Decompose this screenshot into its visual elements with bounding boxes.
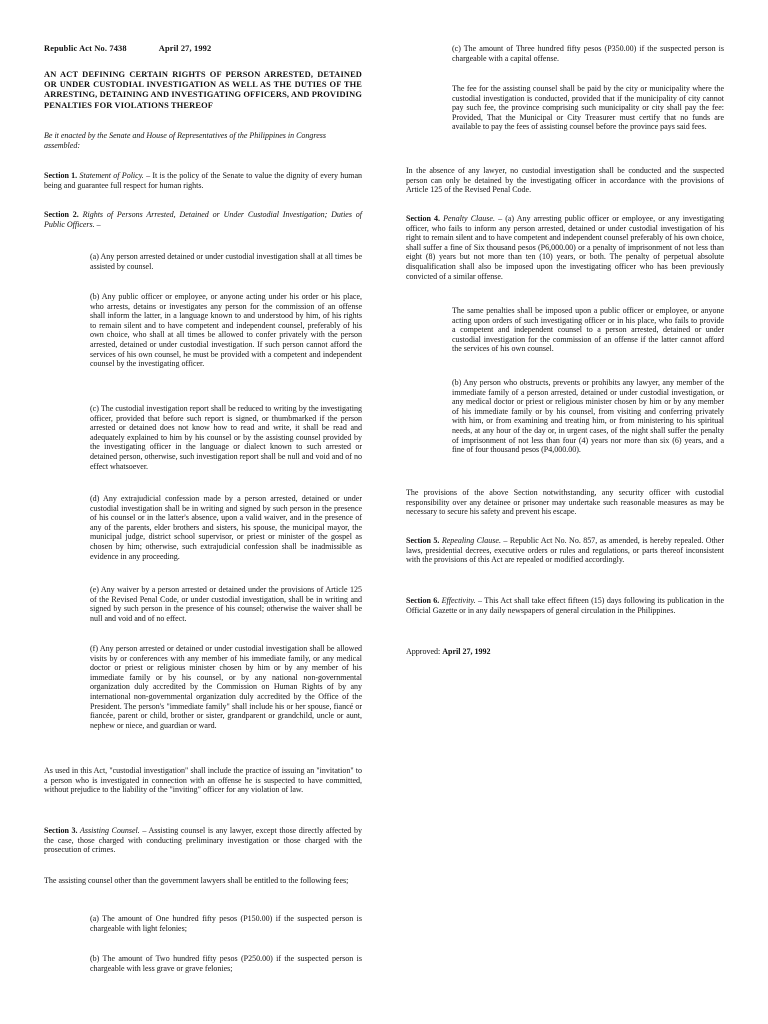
approval-line: [406, 647, 724, 657]
section-3-fees-intro: The assisting counsel other than the government lawyers shall be entitled to the following fees;: [44, 876, 349, 885]
section-2-item-b: (b) Any public officer or employee, or anyone acting under his order or his place, who arrests, detains or investigates any person for the commission of an offense shall inform the latter, in a language known to and understood by him, of his rights to remain silent and to have competent and independent counsel, preferably of his own choice, who shall at all times be allowed to confer privately with the person arrested, detained or under custodial investigation. If such person cannot afford the services of his own counsel, he must be provided with a competent and independent counsel by the investigating officer.: [90, 292, 362, 369]
section-1-text: – It is the policy of the Senate to value the dignity of every human being and guarantee full respect for human rights.: [44, 171, 363, 190]
section-5-label: Section 5.: [406, 536, 440, 545]
section-2-item-a: (a) Any person arrested detained or under custodial investigation shall at all times be assisted by counsel.: [90, 252, 362, 271]
section-4-item-a: – (a) Any arresting public officer or employee, or any investigating officer, who fails to inform any person arrested, detained or under custodial investigation of his right to remain silent and to have competent and independent counsel preferably of his own choice, shall suffer a fine of Six thousand pesos (P6,000.00) or a penalty of imprisonment of not less than eight (8) years but not more than ten (10) years, or both. The penalty of perpetual absolute disqualification shall also be imposed upon the investigating officer who has been previously convicted of a similar offense.: [406, 214, 725, 281]
section-2-heading-block: [44, 210, 362, 229]
section-1: [44, 171, 362, 190]
section-3-fee-b: (b) The amount of Two hundred fifty pesos (P250.00) if the suspected person is chargeable with less grave or grave felonies;: [90, 954, 362, 973]
section-3-payment: The fee for the assisting counsel shall be paid by the city or municipality where the custodial investigation is conducted, provided that if the municipality of city cannot pay such fee, the province comprising such municipality or city shall pay the fee: Provided, That the Municipal or City Treasurer must certify that no funds are available to pay the fees of assisting counsel before the province pays said fees.: [452, 84, 724, 132]
act-date: April 27, 1992: [158, 44, 212, 53]
section-6-heading: Effectivity.: [441, 596, 476, 605]
section-6-text: – This Act shall take effect fifteen (15) days following its publication in the Official Gazette or in any daily newspapers of general circulation in the Philippines.: [406, 596, 725, 615]
section-3-fee-a: (a) The amount of One hundred fifty pesos (P150.00) if the suspected person is chargeable with light felonies;: [90, 914, 362, 933]
section-3: [44, 826, 362, 855]
approval-prefix: Approved:: [406, 647, 443, 656]
section-4: [406, 214, 724, 281]
section-6-label: Section 6.: [406, 596, 440, 605]
section-2-closing: As used in this Act, "custodial investigation" shall include the practice of issuing an "invitation" to a person who is investigated in connection with an offense he is suspected to have committed, without prejudice to the liability of the "inviting" officer for any violation of law.: [44, 766, 362, 795]
act-header: [44, 44, 362, 54]
section-4-same-penalties: The same penalties shall be imposed upon a public officer or employee, or anyone acting upon orders of such investigating officer or in his place, who fails to provide a competent and independent counsel to a person arrested, detained or under custodial investigation for the commission of an offense if the latter cannot afford the services of his own counsel.: [452, 306, 724, 354]
section-5-text: – Republic Act No. No. 857, as amended, is hereby repealed. Other laws, presidential decrees, executive orders or rules and regulations, or parts thereof inconsistent with the provisions of this Act are repealed or modified accordingly.: [406, 536, 725, 565]
section-4-heading: Penalty Clause.: [443, 214, 495, 223]
section-2-label: Section 2.: [44, 210, 79, 219]
section-6: [406, 596, 724, 615]
act-number: Republic Act No. 7438: [44, 44, 127, 53]
act-title: AN ACT DEFINING CERTAIN RIGHTS OF PERSON ARRESTED, DETAINED OR UNDER CUSTODIAL INVESTIGATION AS WELL AS THE DUTIES OF THE ARRESTING, DETAINING AND INVESTIGATING OFFICERS, AND PROVIDING PENALTIES FOR VIOLATIONS THEREOF: [44, 70, 362, 110]
section-2-dash: –: [94, 219, 101, 229]
section-4-proviso: The provisions of the above Section notwithstanding, any security officer with custodial responsibility over any detainee or prisoner may undertake such reasonable measures as may be necessary to secure his safety and prevent his escape.: [406, 488, 724, 517]
section-2-item-c: (c) The custodial investigation report shall be reduced to writing by the investigating officer, provided that before such report is signed, or thumbmarked if the person arrested or detained does not know how to read and write, it shall be read and adequately explained to him by his counsel or by the assisting counsel provided by the investigating officer in the language or dialect known to such arrested or detained person, otherwise, such investigation report shall be null and void and of no effect whatsoever.: [90, 404, 362, 471]
section-3-fee-c: (c) The amount of Three hundred fifty pesos (P350.00) if the suspected person is chargeable with a capital offense.: [452, 44, 724, 63]
section-2-item-e: (e) Any waiver by a person arrested or detained under the provisions of Article 125 of the Revised Penal Code, or under custodial investigation, shall be in writing and signed by such person in the presence of his counsel; otherwise the waiver shall be null and void and of no effect.: [90, 585, 362, 623]
section-3-absence: In the absence of any lawyer, no custodial investigation shall be conducted and the suspected person can only be detained by the investigating officer in accordance with the provisions of Article 125 of the Revised Penal Code.: [406, 166, 724, 195]
enacting-clause: Be it enacted by the Senate and House of Representatives of the Philippines in Congress assembled:: [44, 131, 327, 150]
section-4-item-b: (b) Any person who obstructs, prevents or prohibits any lawyer, any member of the immediate family of a person arrested, detained or under custodial investigation, or any medical doctor or priest or religious minister chosen by him or by any member of his immediate family or by his counsel, from visiting and conferring privately with him, or from examining and treating him, or from ministering to his spiritual needs, at any hour of the day or, in urgent cases, of the night shall suffer the penalty of imprisonment of not less than four (4) years nor more than six (6) years, and a fine of four thousand pesos (P4,000.00).: [452, 378, 724, 455]
section-3-text: – Assisting counsel is any lawyer, except those directly affected by the case, those charged with conducting preliminary investigation or those charged with the prosecution of crimes.: [44, 826, 363, 855]
approval-date: April 27, 1992: [442, 647, 491, 656]
section-5: [406, 536, 724, 565]
section-2-item-f: (f) Any person arrested or detained or under custodial investigation shall be allowed visits by or conferences with any member of his immediate family, or any medical doctor or priest or religious minister chosen by him or by any member of his immediate family or by his counsel, or by any national non-governmental organization duly accredited by the Commission on Human Rights of by any international non-governmental organization duly accredited by the Office of the President. The person's "immediate family" shall include his or her spouse, fiancé or fiancée, parent or child, brother or sister, grandparent or grandchild, uncle or aunt, nephew or niece, and guardian or ward.: [90, 644, 362, 730]
section-3-heading: Assisting Counsel.: [80, 826, 140, 835]
section-1-heading: Statement of Policy.: [79, 171, 144, 180]
section-5-heading: Repealing Clause.: [441, 536, 501, 545]
section-2-item-d: (d) Any extrajudicial confession made by a person arrested, detained or under custodial investigation shall be in writing and signed by such person in the presence of his counsel or in the latter's absence, upon a valid waiver, and in the presence of any of the parents, elder brothers and sisters, his spouse, the municipal mayor, the municipal judge, district school supervisor, or priest or minister of the gospel as chosen by him; otherwise, such extrajudicial confession shall be inadmissible as evidence in any proceeding.: [90, 494, 362, 561]
section-3-label: Section 3.: [44, 826, 78, 835]
section-4-label: Section 4.: [406, 214, 441, 223]
section-2-heading: Rights of Persons Arrested, Detained or Under Custodial Investigation; Duties of Public Officers.: [44, 210, 363, 229]
section-1-label: Section 1.: [44, 171, 78, 180]
